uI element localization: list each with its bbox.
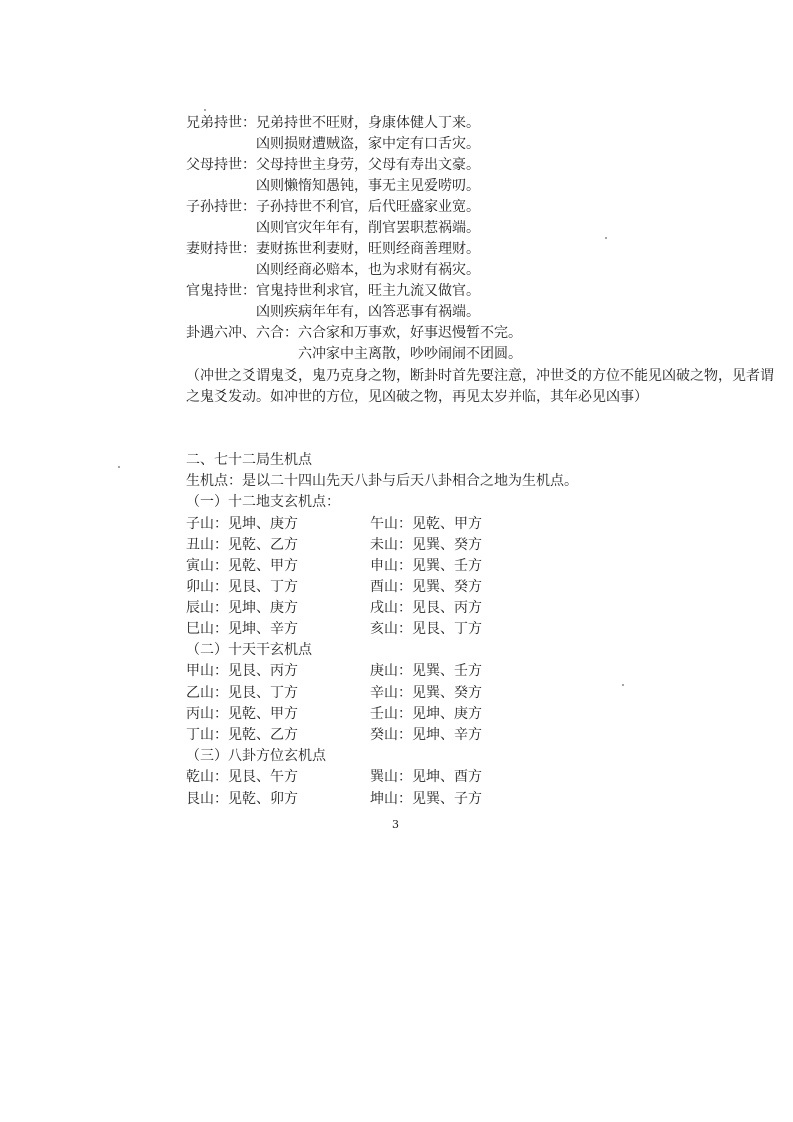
duty-line-4 (186, 281, 480, 301)
duty-text: 官鬼持世利求官，旺主九流又做官。 (256, 283, 480, 299)
table-cell: 辛山：见巽、癸方 (370, 685, 482, 701)
table-cell: 未山：见巽、癸方 (370, 537, 482, 553)
section-heading: 二、七十二局生机点 (186, 452, 312, 468)
duty-label: 妻财持世： (186, 241, 256, 257)
table-cell: 巳山：见坤、辛方 (186, 621, 298, 637)
table-cell: 甲山：见艮、丙方 (186, 663, 298, 679)
duty-label: 父母持世： (186, 157, 256, 173)
duty-line-0-cont: 凶则损财遭贼盗，家中定有口舌灾。 (256, 136, 480, 152)
table-cell: 丑山：见乾、乙方 (186, 537, 298, 553)
liuchong-line (186, 323, 522, 343)
table-cell: 丙山：见乾、甲方 (186, 706, 298, 722)
duty-line-3-cont: 凶则经商必赔本，也为求财有祸灾。 (256, 262, 480, 278)
duty-line-2 (186, 197, 480, 217)
section-intro: 生机点：是以二十四山先天八卦与后天八卦相合之地为生机点。 (186, 473, 578, 489)
duty-label: 兄弟持世： (186, 115, 256, 131)
duty-text: 兄弟持世不旺财，身康体健人丁来。 (256, 115, 480, 131)
table-cell: 乙山：见艮、丁方 (186, 685, 298, 701)
table-cell: 丁山：见乾、乙方 (186, 727, 298, 743)
group-title: （二）十天干玄机点 (186, 642, 312, 658)
duty-line-1 (186, 155, 480, 175)
table-cell: 艮山：见乾、卯方 (186, 791, 298, 807)
table-cell: 子山：见坤、庚方 (186, 516, 298, 532)
duty-line-1-cont: 凶则懒惰知愚钝，事无主见爱唠叨。 (256, 178, 480, 194)
table-cell: 酉山：见巽、癸方 (370, 579, 482, 595)
scan-speck (204, 109, 206, 111)
table-cell: 巽山：见坤、酉方 (370, 769, 482, 785)
scan-speck (605, 237, 607, 239)
scan-speck (118, 466, 120, 468)
page-number: 3 (392, 818, 399, 831)
table-cell: 卯山：见艮、丁方 (186, 579, 298, 595)
liuchong-line-cont: 六冲家中主离散，吵吵闹闹不团圆。 (298, 346, 522, 362)
duty-text: 妻财拣世利妻财，旺则经商善理财。 (256, 241, 480, 257)
table-cell: 寅山：见乾、甲方 (186, 558, 298, 574)
duty-line-4-cont: 凶则疾病年年有，凶答恶事有祸端。 (256, 304, 480, 320)
table-cell: 戌山：见艮、丙方 (370, 600, 482, 616)
table-cell: 辰山：见坤、庚方 (186, 600, 298, 616)
table-cell: 乾山：见艮、午方 (186, 769, 298, 785)
duty-line-3 (186, 239, 480, 259)
liuchong-text: 六合家和万事欢，好事迟慢暂不完。 (298, 325, 522, 341)
table-cell: 申山：见巽、壬方 (370, 558, 482, 574)
table-cell: 癸山：见坤、辛方 (370, 727, 482, 743)
table-cell: 庚山：见巽、壬方 (370, 663, 482, 679)
duty-label: 子孙持世： (186, 199, 256, 215)
duty-label: 官鬼持世： (186, 283, 256, 299)
duty-text: 子孙持世不利官，后代旺盛家业宽。 (256, 199, 480, 215)
duty-line-0 (186, 113, 480, 133)
table-cell: 亥山：见艮、丁方 (370, 621, 482, 637)
table-cell: 坤山：见巽、子方 (370, 791, 482, 807)
duty-line-2-cont: 凶则官灾年年有，削官罢职惹祸端。 (256, 220, 480, 236)
note-paragraph: （冲世之爻谓鬼爻，鬼乃克身之物，断卦时首先要注意，冲世爻的方位不能见凶破之物，见者谓之鬼爻发动。如冲世的方位，见凶破之物，再见太岁并临，其年必见凶事） (186, 368, 774, 405)
table-cell: 午山：见乾、甲方 (370, 516, 482, 532)
table-cell: 壬山：见坤、庚方 (370, 706, 482, 722)
scan-speck (622, 684, 624, 686)
duty-text: 父母持世主身劳，父母有寿出文豪。 (256, 157, 480, 173)
group-title: （一）十二地支玄机点： (186, 494, 340, 510)
group-title: （三）八卦方位玄机点 (186, 748, 326, 764)
liuchong-label: 卦遇六冲、六合： (186, 325, 298, 341)
